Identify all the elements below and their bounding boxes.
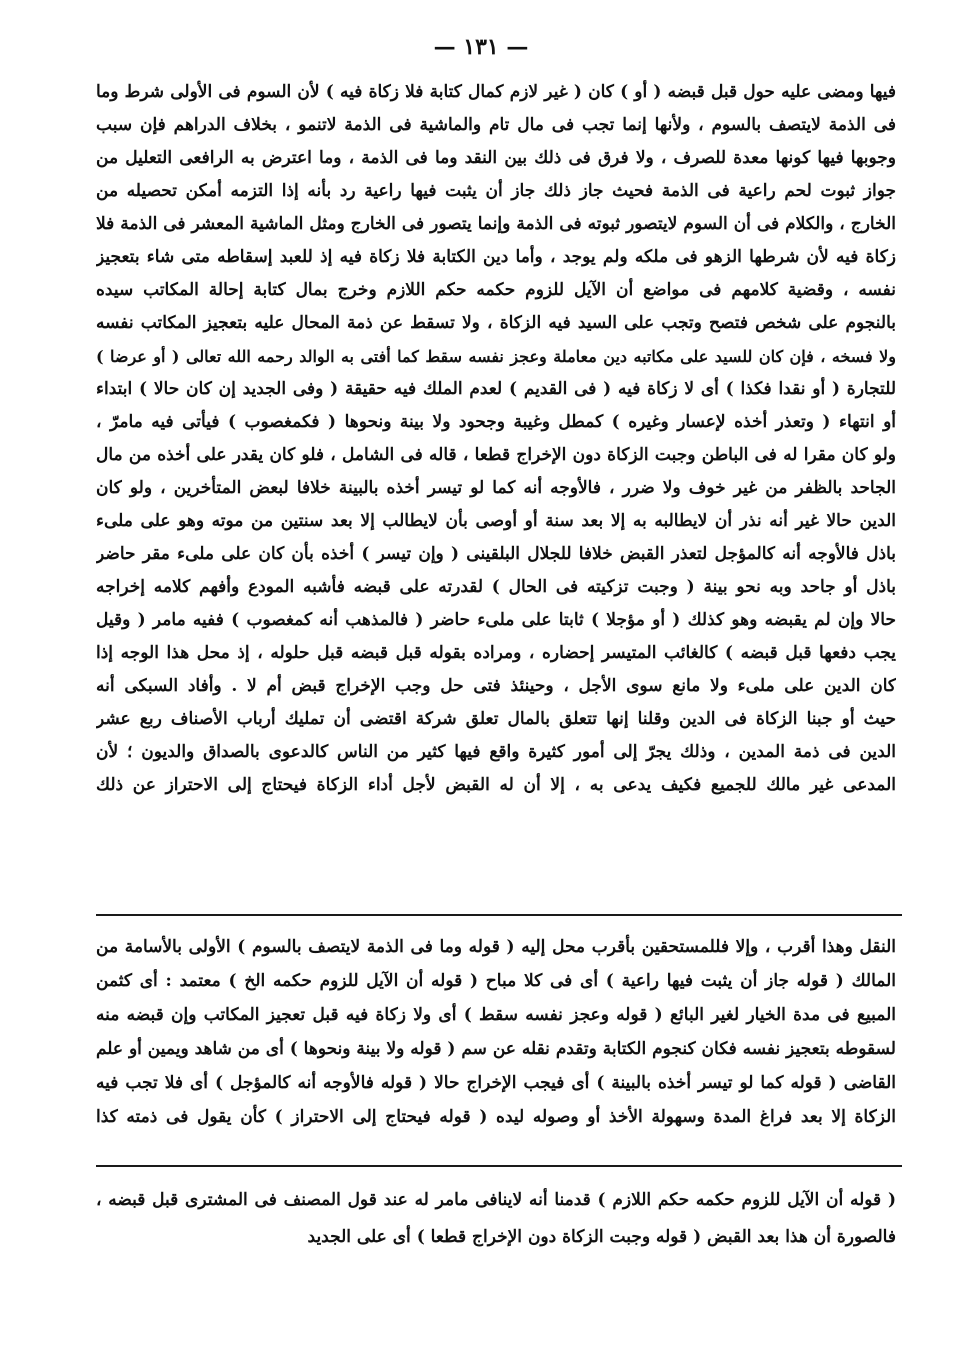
main-line: باذل أو جاحد وبه نحو بينة ( وجبت تزكيته فى الحال ) لقدرته على قبضه فأشبه المودع وأفهم كلامه إخراجه <box>96 577 896 597</box>
commentary <box>96 930 896 1134</box>
footnotes <box>96 1182 896 1256</box>
main-text <box>96 76 896 802</box>
main-line: الخارج ، والكلام فى أن السوم لايتصور ثبوته فى الذمة وإنما يتصور فى الخارج ومثل الماشية المعشر فى الذمة فلا <box>96 214 896 234</box>
commentary-line: الزكاة إلا بعد فراغ المدة وسهولة الأخذ أو وصوله ليده ( قوله فيحتاج إلى الاحتراز ) كأن يقول فى ذمته كذا <box>96 1107 896 1127</box>
main-line: للتجارة ( أو نقدا فكذا ) أى لا زكاة فيه ( فى القديم ) لعدم الملك فيه حقيقة ( وفى الجديد إن كان حالا ) ابتداء <box>96 379 896 399</box>
main-line: باذل فالأوجه أنه كالمؤجل لتعذر القبض خلافا للجلال البلقينى ( وإن تيسر ) أخذه بأن كان على ملىء مقر حاضر <box>96 544 896 564</box>
main-line: يجب دفعها قبل قبضه ) كالغائب المتيسر إحضاره ، ومراده بقوله قبل قبضه قبل حلوله ، إذ محل هذا الوجه إذا <box>96 643 896 663</box>
main-line: حالا وإن لم يقبضه وهو كذلك ( أو مؤجلا ) ثابتا على ملىء حاضر ( فالمذهب أنه كمغصوب ) ففيه مامر ( وقيل <box>96 610 896 630</box>
commentary-line: لسقوطه بتعجيز نفسه فكان كنجوم الكتابة وتقدم نقله عن سم ( قوله ولا بينة ونحوها ) أى من شاهد ويمين أو علم <box>96 1039 896 1059</box>
main-line: جواز ثبوت لحم راعية فى الذمة فحيث جاز ذلك جاز أن يثبت فيها راعية رد بأنه إذا التزمه أمكن تحصيله من <box>96 181 896 201</box>
commentary-line: المالك ( قوله جاز أن يثبت فيها راعية ) أى فى كلا مباح ( قوله أن الآيل للزوم حكمه الخ ) معتمد : أى كثمن <box>96 971 896 991</box>
commentary-divider <box>96 914 902 916</box>
main-line: وجوبها فيها كونها معدة للصرف ، ولا فرق فى ذلك بين النقد وما فى الذمة ، وما اعترض به الرافعى التعليل من <box>96 148 896 168</box>
commentary-line: النقل وهذا أقرب ، وإلا فللمستحقين بأقرب محل إليه ( قوله وما فى الذمة لايتصف بالسوم ) الأولى بالأسامة من <box>96 937 896 957</box>
notes-divider <box>96 1165 902 1167</box>
footnote-line: فالصورة أن هذا بعد القبض ( قوله وجبت الزكاة دون الإخراج قطعا ) أى على الجديد <box>307 1227 896 1247</box>
main-line: الدين فى ذمة المدين ، وذلك يجرّ إلى أمور كثيرة واقع فيها كثير من الناس كالدعوى بالصداق والديون ؛ لأن <box>96 742 896 762</box>
footnote-line: ( قوله أن الآيل للزوم حكمه حكم اللازم ) قدمنا أنه لاينافى مامر له عند قول المصنف فى المشترى قبل قبضه ، <box>96 1190 896 1210</box>
page-number: — ١٣١ — <box>433 34 529 60</box>
main-line: المدعى غير مالك للجميع فكيف يدعى به ، إلا أن له القبض لأجل أداء الزكاة فيحتاج إلى الاحتراز عن ذلك <box>96 775 896 795</box>
main-line: فيها ومضى عليه حول قبل قبضه ( أو ) كان ( غير لازم كمال كتابة فلا زكاة فيه ) لأن السوم فى الأولى شرط وما <box>96 82 896 102</box>
main-line: ولو كان مقرا له فى الباطن وجبت الزكاة دون الإخراج قطعا ، قاله فى الشامل ، فلو كان يقدر على أخذه من مال <box>96 445 896 465</box>
commentary-line: القاضى ( قوله كما لو تيسر أخذه بالبينة ) أى فيجب الإخراج حالا ( قوله فالأوجه أنه كالمؤجل ) أى فلا تجب فيه <box>96 1073 896 1093</box>
main-line: فى الذمة لايتصف بالسوم ، ولأنها إنما تجب فى مال تام والماشية فى الذمة لاتنمو ، بخلاف الدراهم فإن سبب <box>96 115 896 135</box>
commentary-line: المبيع فى مدة الخيار لغير البائع ( قوله وعجز نفسه سقط ) أى ولا زكاة فيه قبل تعجيز المكاتب وإن قبضه منه <box>96 1005 896 1025</box>
main-line: الجاحد بالظفر من غير خوف ولا ضرر ، فالأوجه أنه كما لو تيسر أخذه بالبينة خلافا لبعض المتأخرين ، ولو كان <box>96 478 896 498</box>
main-line: زكاة فيه لأن شرطها الزهو فى ملكه ولم يوجد ، وأما دين الكتابة فلا زكاة فيه إذ للعبد إسقاطه متى شاء بتعجيز <box>96 247 896 267</box>
main-line: ولا فسخه ، فإن كان للسيد على مكاتبه دين معاملة وعجز نفسه سقط كما أفتى به الوالد رحمه الله تعالى ( أو عرضا ) <box>96 347 896 366</box>
main-line: بالنجوم على شخص فتصح وتجب على السيد فيه الزكاة ، ولا تسقط عن ذمة المحال عليه بتعجيز المكاتب نفسه <box>96 313 896 333</box>
main-line: الدين حالا غير أنه نذر أن لايطالبه به إلا بعد سنة أو أوصى بأن لايطالب إلا بعد سنتين من موته وهو على ملىء <box>96 511 896 531</box>
main-line: نفسه ، وقضية كلامهم فى مواضع أن الآيل للزوم حكمه حكم اللازم وخرج بمال كتابة إحالة المكاتب سيده <box>96 280 896 300</box>
main-line: كان الدين على ملىء ولا مانع سوى الأجل ، وحينئذ فتى حل وجب الإخراج قبض أم لا . وأفاد السبكى أنه <box>96 676 896 696</box>
main-line: أو انتهاء ( وتعذر أخذه لإعسار وغيره ) كمطل وغيبة وجحود ولا بينة ونحوها ( فكمغصوب ) فيأتى فيه مامرّ ، <box>96 412 896 432</box>
main-line: حيث أو جبنا الزكاة فى الدين وقلنا إنها تتعلق بالمال تعلق شركة اقتضى أن تمليك أرباب الأصناف ربع عشر <box>96 709 896 729</box>
